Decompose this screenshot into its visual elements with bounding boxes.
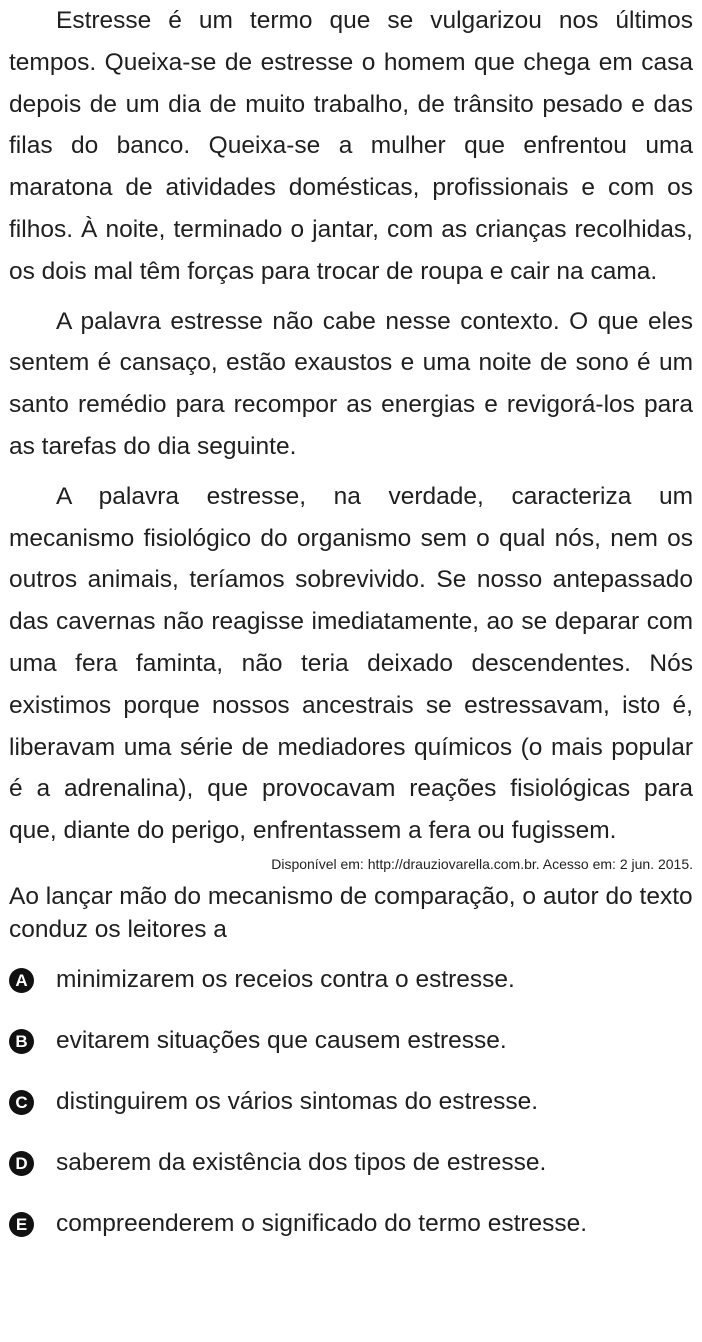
alternative-b-text: evitarem situações que causem estresse.: [56, 1027, 507, 1055]
alternative-e-text: compreenderem o significado do termo estresse.: [56, 1210, 588, 1238]
alternative-b[interactable]: [9, 1011, 693, 1072]
exam-question: [9, 0, 693, 1255]
reading-passage: [9, 0, 693, 874]
alternative-c-letter-icon: C: [9, 1090, 34, 1115]
alternatives-list: [9, 950, 693, 1255]
passage-paragraph-3: A palavra estresse, na verdade, caracteriza um mecanismo fisiológico do organismo sem o qual nós, nem os outros animais, teríamos sobrevivido. Se nosso antepassado das cavernas não reagisse imediatamente, ao se deparar com uma fera faminta, não teria deixado descendentes. Nós existimos porque nossos ancestrais se estressavam, isto é, liberavam uma série de mediadores químicos (o mais popular é a adrenalina), que provocavam reações fisiológicas para que, diante do perigo, enfrentassem a fera ou fugissem.: [9, 482, 693, 845]
alternative-c[interactable]: [9, 1072, 693, 1133]
alternative-c-text: distinguirem os vários sintomas do estresse.: [56, 1088, 539, 1116]
question-statement: Ao lançar mão do mecanismo de comparação, o autor do texto conduz os leitores a: [9, 882, 693, 943]
alternative-a[interactable]: [9, 950, 693, 1011]
alternative-d-letter-icon: D: [9, 1151, 34, 1176]
alternative-d[interactable]: [9, 1133, 693, 1194]
source-citation: Disponível em: http://drauziovarella.com.br. Acesso em: 2 jun. 2015.: [271, 855, 693, 872]
alternative-e[interactable]: [9, 1194, 693, 1255]
alternative-b-letter-icon: B: [9, 1029, 34, 1054]
alternative-d-text: saberem da existência dos tipos de estresse.: [56, 1149, 547, 1177]
alternative-a-letter-icon: A: [9, 968, 34, 993]
passage-paragraph-1: Estresse é um termo que se vulgarizou nos últimos tempos. Queixa-se de estresse o homem que chega em casa depois de um dia de muito trabalho, de trânsito pesado e das filas do banco. Queixa-se a mulher que enfrentou uma maratona de atividades domésticas, profissionais e com os filhos. À noite, terminado o jantar, com as crianças recolhidas, os dois mal têm forças para trocar de roupa e cair na cama.: [9, 7, 693, 285]
alternative-e-letter-icon: E: [9, 1212, 34, 1237]
alternative-a-text: minimizarem os receios contra o estresse.: [56, 966, 515, 994]
passage-paragraph-2: A palavra estresse não cabe nesse contexto. O que eles sentem é cansaço, estão exaustos e uma noite de sono é um santo remédio para recompor as energias e revigorá-los para as tarefas do dia seguinte.: [9, 307, 693, 460]
